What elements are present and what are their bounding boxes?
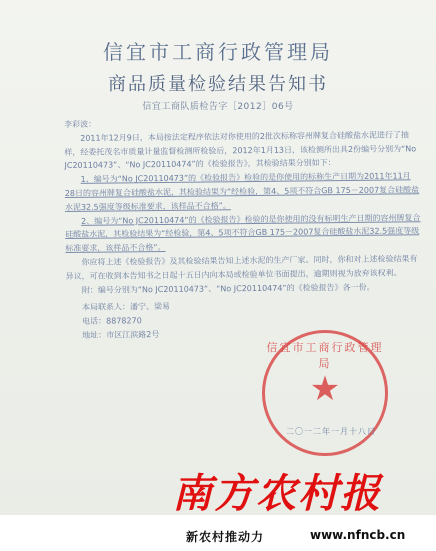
issue-date: 二〇一二年一月十八日 — [286, 427, 376, 436]
document-body — [64, 114, 422, 342]
contact-address: 地址：市区江滨路2号 — [82, 329, 160, 340]
official-seal — [262, 330, 388, 456]
closing-paragraph: 你应将上述《检验报告》及其检验结果告知上述水泥的生产厂家。同时，你和对上述检验结果有异议，可在收到本告知书之日起十五日内向本局或检验单位书面提出，逾期则视为放弃该权利。 — [65, 254, 418, 281]
footer-bar — [0, 515, 436, 551]
document-number: 信宜工商队质检告字［2012］06号 — [142, 102, 294, 112]
footer-slogan: 新农村推动力 — [186, 530, 265, 544]
salutation: 李彩波： — [64, 119, 97, 129]
footer-website[interactable]: www.nfncb.cn — [310, 528, 406, 542]
attachment-note: 附：编号分别为“No JC20110473”、“No JC20110474”的《检验报告》各一份。 — [81, 282, 375, 295]
seal-star-icon: ★ — [309, 369, 341, 409]
newspaper-masthead: 南方农村报 — [172, 471, 382, 515]
seal-lettering: 信宜市工商行政管理局 — [266, 341, 384, 370]
bureau-title: 信宜市工商行政管理局 — [103, 40, 333, 64]
result-item-1: 1、编号为“No JC20110473”的《检验报告》检验的是你使用的标称生产日期为2011年11月28日的容州牌复合硅酸盐水泥，其检验结果为“经检验，第4、5项不符合GB 175－2007复合硅酸盐水泥32.5强度等级标准要求，该样品不合格”。 — [64, 171, 420, 212]
result-item-2: 2、编号为“No JC20110474”的《检验报告》检验的是你使用的没有标明生产日期的容州牌复合硅酸盐水泥，其检验结果为“经检验，第4、5项不符合GB 175－2007复合硅酸盐水泥32.5强度等级标准要求，该样品不合格”。 — [65, 212, 421, 254]
contact-person: 本局联系人：潘宁、梁易 — [81, 302, 171, 313]
intro-paragraph: 2011年12月9日，本局按法定程序依法对你使用的2批次标称容州牌复合硅酸盐水泥进行了抽样，经委托茂名市质量计量监督检测所检验后，2012年1月13日，该检测所出具2份编号分别为“No JC20110473”、“No JC20110474”的《检验报告》，其检验结果分别如下： — [64, 130, 417, 171]
contact-phone: 电话：8878270 — [82, 316, 142, 326]
notice-title: 商品质量检验结果告知书 — [108, 74, 328, 95]
